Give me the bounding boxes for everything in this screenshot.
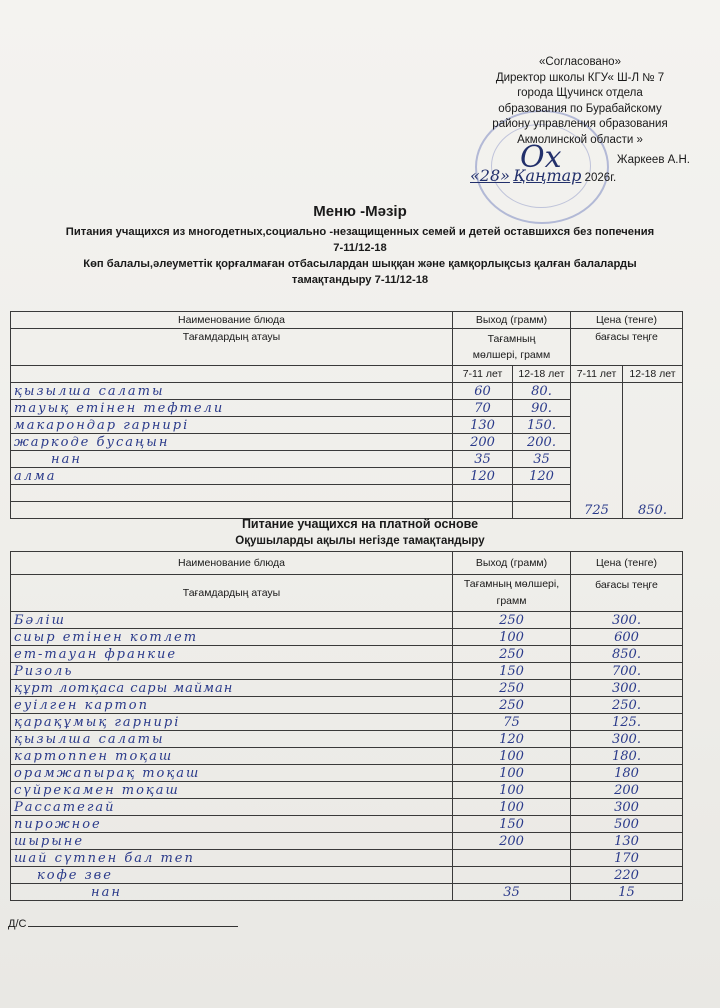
output-grams: 250 <box>453 612 571 629</box>
output-grams: 100 <box>453 799 571 816</box>
output-12-18: 150. <box>513 417 571 434</box>
table-row: пирожное <box>11 816 453 833</box>
table-row: шай сүтпен бал теп <box>11 850 453 867</box>
page-title: Меню -Мәзір <box>313 203 407 220</box>
approval-line: Акмолинской области » <box>517 133 643 146</box>
age-12-18-price: 12-18 лет <box>623 366 683 383</box>
empty-row <box>11 502 453 519</box>
footer-ds-line <box>28 926 238 927</box>
output-grams: 200 <box>453 833 571 850</box>
table-row: ет-тауан франкие <box>11 646 453 663</box>
menu-table-free <box>10 311 683 519</box>
output-7-11: 130 <box>453 417 513 434</box>
approval-line: «Согласовано» <box>539 56 621 68</box>
signer-name: Жаркеев А.Н. <box>616 154 690 166</box>
subtitle-ru: Питания учащихся из многодетных,социально -незащищенных семей и детей оставшихся без попечения <box>65 226 655 238</box>
output-grams: 100 <box>453 629 571 646</box>
approval-line: города Щучинск отдела <box>517 87 643 100</box>
header-output-ru: Выход (грамм) <box>453 552 571 575</box>
table-row: тауық етінен тефтели <box>11 400 453 417</box>
empty-cell <box>453 485 513 502</box>
table-row: шырыне <box>11 833 453 850</box>
header-price-kz: бағасы теңге <box>571 329 683 366</box>
age-7-11-price: 7-11 лет <box>571 366 623 383</box>
header-price-kz: бағасы теңге <box>571 575 683 612</box>
header-name-kz: Тағамдардың атауы <box>11 329 453 366</box>
empty-cell <box>513 485 571 502</box>
output-12-18: 90. <box>513 400 571 417</box>
table-row: нан <box>11 451 453 468</box>
price-tenge: 200 <box>571 782 683 799</box>
subtitle-kz: Көп балалы,әлеуметтік қорғалмаған отбасылардан шыққан және қамқорлықсыз қалған балаларды <box>83 258 637 270</box>
date-day: «28» <box>470 166 510 185</box>
header-name-kz: Тағамдардың атауы <box>11 575 453 612</box>
output-7-11: 120 <box>453 468 513 485</box>
footer-ds <box>8 918 238 930</box>
price-tenge: 130 <box>571 833 683 850</box>
footer-ds-label: Д/С <box>8 918 27 930</box>
price-tenge: 180. <box>571 748 683 765</box>
approval-line: Директор школы КГУ« Ш-Л № 7 <box>495 71 665 84</box>
empty-cell <box>453 502 513 519</box>
table-row: Бәліш <box>11 612 453 629</box>
age-12-18-output: 12-18 лет <box>513 366 571 383</box>
empty-cell <box>513 502 571 519</box>
output-grams: 100 <box>453 765 571 782</box>
signer-row <box>480 154 690 166</box>
price-tenge: 170 <box>571 850 683 867</box>
output-grams: 150 <box>453 816 571 833</box>
age-blank <box>11 366 453 383</box>
table-row: орамжапырақ тоқаш <box>11 765 453 782</box>
output-grams: 250 <box>453 646 571 663</box>
price-tenge: 300 <box>571 799 683 816</box>
subtitle-kz-ages: тамақтандыру 7-11/12-18 <box>291 274 429 286</box>
price-tenge: 125. <box>571 714 683 731</box>
table-row: еуілген картоп <box>11 697 453 714</box>
total-price-7-11: 725 <box>571 383 623 519</box>
table-row: кофе зве <box>11 867 453 884</box>
table-row: Рассатегай <box>11 799 453 816</box>
section-title-paid: Питание учащихся на платной основе <box>241 517 479 531</box>
output-grams: 150 <box>453 663 571 680</box>
header-output-kz: Тағамның мөлшері, грамм <box>453 575 571 612</box>
output-grams: 75 <box>453 714 571 731</box>
table-row: қызылша салаты <box>11 731 453 748</box>
header-output-kz: Тағамның мөлшері, грамм <box>453 329 571 366</box>
output-grams <box>453 867 571 884</box>
approval-line: образования по Бурабайскому <box>498 102 662 115</box>
price-tenge: 250. <box>571 697 683 714</box>
output-grams: 100 <box>453 782 571 799</box>
output-12-18: 200. <box>513 434 571 451</box>
header-price-ru: Цена (тенге) <box>571 312 683 329</box>
approval-date <box>470 166 700 185</box>
price-tenge: 600 <box>571 629 683 646</box>
table-row: алма <box>11 468 453 485</box>
table-row: құрт лотқаса сары майман <box>11 680 453 697</box>
output-grams: 250 <box>453 697 571 714</box>
output-grams: 35 <box>453 884 571 901</box>
price-tenge: 300. <box>571 731 683 748</box>
table-row: сиыр етінен котлет <box>11 629 453 646</box>
output-7-11: 60 <box>453 383 513 400</box>
header-output-ru: Выход (грамм) <box>453 312 571 329</box>
output-12-18: 35 <box>513 451 571 468</box>
output-7-11: 70 <box>453 400 513 417</box>
age-7-11-output: 7-11 лет <box>453 366 513 383</box>
header-name-ru: Наименование блюда <box>11 312 453 329</box>
price-tenge: 15 <box>571 884 683 901</box>
output-7-11: 35 <box>453 451 513 468</box>
handwritten-signature: Ox <box>520 140 562 175</box>
table-row: картоппен тоқаш <box>11 748 453 765</box>
approval-line: району управления образования <box>492 118 668 131</box>
output-grams: 250 <box>453 680 571 697</box>
output-grams: 100 <box>453 748 571 765</box>
price-tenge: 220 <box>571 867 683 884</box>
output-12-18: 120 <box>513 468 571 485</box>
total-price-12-18: 850. <box>623 383 683 519</box>
output-grams <box>453 850 571 867</box>
price-tenge: 850. <box>571 646 683 663</box>
table-row: қарақұмық гарнирі <box>11 714 453 731</box>
table-row: макарондар гарнирі <box>11 417 453 434</box>
price-tenge: 300. <box>571 680 683 697</box>
header-name-ru: Наименование блюда <box>11 552 453 575</box>
subtitle-ru-ages: 7-11/12-18 <box>333 242 387 254</box>
price-tenge: 180 <box>571 765 683 782</box>
table-row: қызылша салаты <box>11 383 453 400</box>
header-price-ru: Цена (тенге) <box>571 552 683 575</box>
price-tenge: 700. <box>571 663 683 680</box>
output-12-18: 80. <box>513 383 571 400</box>
output-7-11: 200 <box>453 434 513 451</box>
approval-block <box>470 55 690 149</box>
table-row: жаркоде бусаңын <box>11 434 453 451</box>
table-row: нан <box>11 884 453 901</box>
date-month: Қаңтар <box>513 166 582 185</box>
date-year: 2026г. <box>584 172 617 184</box>
table-row: сүйрекамен тоқаш <box>11 782 453 799</box>
price-tenge: 500 <box>571 816 683 833</box>
menu-table-paid <box>10 551 683 901</box>
price-tenge: 300. <box>571 612 683 629</box>
section-subtitle-paid: Оқушыларды ақылы негізде тамақтандыру <box>235 535 485 547</box>
empty-row <box>11 485 453 502</box>
output-grams: 120 <box>453 731 571 748</box>
table-row: Ризоль <box>11 663 453 680</box>
